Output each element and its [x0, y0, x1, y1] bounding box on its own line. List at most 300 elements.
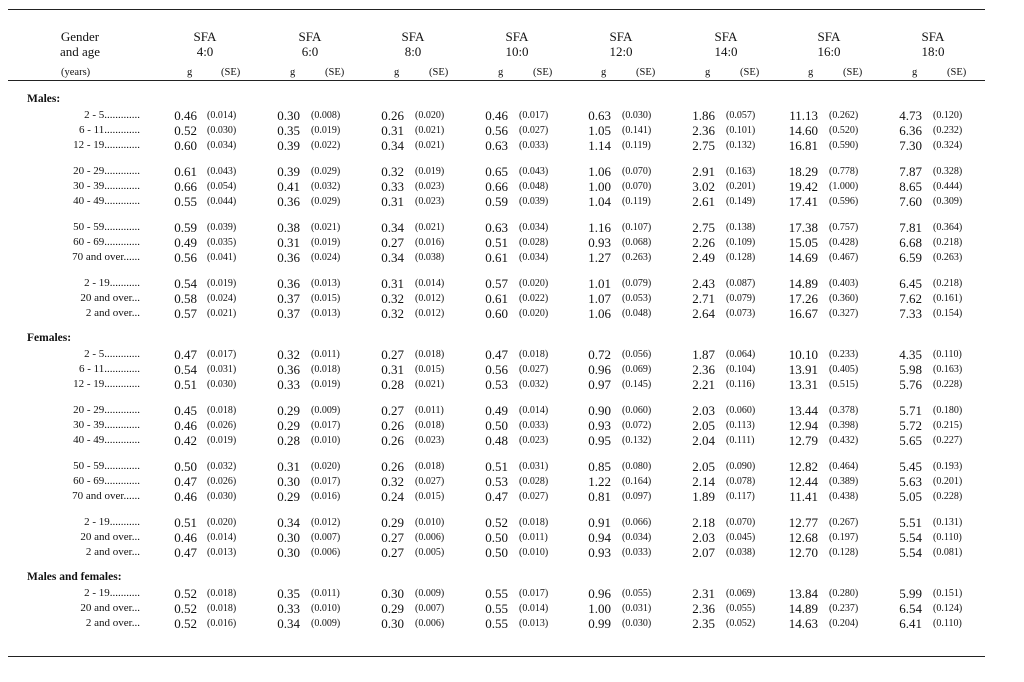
- se-value: (0.117): [726, 491, 755, 502]
- se-value: (0.012): [311, 517, 341, 528]
- se-value: (0.043): [519, 166, 549, 177]
- g-value: 0.29: [277, 403, 300, 418]
- g-value: 0.30: [277, 545, 300, 560]
- se-value: (0.016): [415, 237, 445, 248]
- g-value: 0.63: [588, 108, 611, 123]
- g-value: 1.07: [588, 291, 611, 306]
- g-value: 0.65: [485, 164, 508, 179]
- table-row: [0, 291, 1024, 306]
- g-value: 0.54: [174, 362, 197, 377]
- g-value: 0.46: [174, 108, 197, 123]
- se-value: (0.180): [933, 405, 963, 416]
- se-value: (0.009): [311, 618, 341, 629]
- g-value: 0.93: [588, 545, 611, 560]
- g-value: 2.75: [692, 138, 715, 153]
- g-value: 0.33: [277, 601, 300, 616]
- se-value: (0.131): [933, 517, 963, 528]
- g-unit-label: g: [394, 67, 400, 78]
- se-value: (0.032): [519, 379, 549, 390]
- se-value: (0.218): [933, 237, 963, 248]
- se-value: (0.193): [933, 461, 963, 472]
- row-label: 20 and over...: [80, 292, 140, 304]
- g-value: 5.51: [899, 515, 922, 530]
- se-value: (0.109): [726, 237, 756, 248]
- se-value: (0.011): [311, 588, 340, 599]
- g-value: 0.42: [174, 433, 197, 448]
- se-value: (0.030): [207, 125, 237, 136]
- g-value: 0.91: [588, 515, 611, 530]
- se-value: (0.113): [726, 420, 755, 431]
- g-unit-label: g: [498, 67, 504, 78]
- se-value: (0.010): [519, 547, 549, 558]
- se-value: (0.227): [933, 435, 963, 446]
- se-value: (0.006): [415, 532, 445, 543]
- se-value: (0.031): [519, 461, 549, 472]
- se-value: (0.263): [933, 252, 963, 263]
- g-value: 0.36: [277, 276, 300, 291]
- se-value: (0.467): [829, 252, 859, 263]
- column-header-5: SFA: [714, 29, 738, 44]
- g-value: 0.63: [485, 220, 508, 235]
- table-row: [0, 123, 1024, 138]
- se-value: (0.026): [207, 476, 237, 487]
- column-subheader-1: 6:0: [301, 44, 319, 59]
- g-value: 5.71: [899, 403, 922, 418]
- g-value: 0.55: [485, 586, 508, 601]
- g-value: 0.51: [174, 515, 197, 530]
- se-value: (0.053): [622, 293, 652, 304]
- se-value: (0.021): [207, 308, 237, 319]
- g-value: 0.66: [485, 179, 508, 194]
- se-value: (0.262): [829, 110, 859, 121]
- se-value: (0.033): [519, 420, 549, 431]
- g-value: 0.66: [174, 179, 197, 194]
- se-value: (0.033): [519, 140, 549, 151]
- se-unit-label: (SE): [221, 67, 241, 78]
- g-value: 0.37: [277, 291, 300, 306]
- se-value: (0.149): [726, 196, 756, 207]
- top-rule: [8, 9, 985, 10]
- g-value: 0.99: [588, 616, 611, 631]
- se-unit-label: (SE): [533, 67, 553, 78]
- g-value: 0.28: [381, 377, 404, 392]
- se-value: (0.023): [415, 196, 445, 207]
- g-value: 2.91: [692, 164, 715, 179]
- se-value: (0.010): [311, 603, 341, 614]
- column-subheader-7: 18:0: [921, 44, 945, 59]
- g-value: 2.35: [692, 616, 715, 631]
- se-value: (0.324): [933, 140, 963, 151]
- se-value: (0.154): [933, 308, 963, 319]
- se-value: (0.014): [207, 532, 237, 543]
- se-value: (0.018): [207, 588, 237, 599]
- se-value: (0.232): [933, 125, 963, 136]
- g-value: 0.34: [277, 515, 300, 530]
- g-value: 14.60: [788, 123, 818, 138]
- se-value: (0.145): [622, 379, 652, 390]
- g-value: 12.79: [788, 433, 818, 448]
- g-value: 5.76: [899, 377, 922, 392]
- g-value: 5.54: [899, 530, 922, 545]
- g-value: 0.59: [485, 194, 508, 209]
- se-value: (0.021): [415, 140, 445, 151]
- g-value: 2.36: [692, 123, 715, 138]
- g-value: 12.68: [788, 530, 818, 545]
- g-value: 0.95: [588, 433, 611, 448]
- se-value: (0.110): [933, 532, 962, 543]
- g-value: 0.41: [277, 179, 300, 194]
- g-value: 1.00: [588, 601, 611, 616]
- g-value: 2.71: [692, 291, 715, 306]
- se-value: (0.017): [311, 420, 341, 431]
- g-value: 1.00: [588, 179, 611, 194]
- se-value: (0.012): [415, 293, 445, 304]
- g-value: 0.50: [485, 545, 508, 560]
- se-value: (0.032): [207, 461, 237, 472]
- section-title: Males:: [27, 93, 61, 105]
- se-value: (0.044): [207, 196, 237, 207]
- g-unit-label: g: [187, 67, 193, 78]
- se-value: (0.218): [933, 278, 963, 289]
- se-value: (0.011): [311, 349, 340, 360]
- row-label: 2 - 5.............: [84, 109, 140, 121]
- se-value: (0.087): [726, 278, 756, 289]
- g-value: 0.36: [277, 194, 300, 209]
- se-value: (0.026): [207, 420, 237, 431]
- g-value: 13.91: [788, 362, 818, 377]
- g-value: 1.16: [588, 220, 611, 235]
- se-value: (0.015): [415, 491, 445, 502]
- g-value: 11.13: [789, 108, 818, 123]
- g-value: 14.89: [788, 276, 818, 291]
- g-value: 6.45: [899, 276, 922, 291]
- table-row: [0, 220, 1024, 235]
- g-value: 1.05: [588, 123, 611, 138]
- g-value: 10.10: [788, 347, 818, 362]
- se-value: (0.057): [726, 110, 756, 121]
- g-value: 0.47: [174, 474, 197, 489]
- g-value: 0.26: [381, 418, 404, 433]
- se-value: (0.034): [207, 140, 237, 151]
- se-value: (0.014): [415, 278, 445, 289]
- g-value: 0.93: [588, 418, 611, 433]
- g-value: 7.60: [899, 194, 922, 209]
- g-value: 0.32: [381, 164, 404, 179]
- g-value: 0.96: [588, 362, 611, 377]
- se-value: (0.018): [207, 405, 237, 416]
- column-header-7: SFA: [921, 29, 945, 44]
- g-value: 12.77: [788, 515, 818, 530]
- table-row: [0, 515, 1024, 530]
- se-value: (0.128): [726, 252, 756, 263]
- se-unit-label: (SE): [325, 67, 345, 78]
- se-value: (0.017): [519, 110, 549, 121]
- g-value: 14.63: [788, 616, 818, 631]
- se-value: (0.021): [415, 379, 445, 390]
- se-value: (0.019): [311, 237, 341, 248]
- g-value: 5.98: [899, 362, 922, 377]
- column-subheader-6: 16:0: [817, 44, 841, 59]
- column-subheader-5: 14:0: [714, 44, 738, 59]
- se-unit-label: (SE): [429, 67, 449, 78]
- table-row: [0, 403, 1024, 418]
- g-value: 0.47: [174, 545, 197, 560]
- row-label: 2 - 19...........: [84, 277, 140, 289]
- se-value: (0.029): [311, 196, 341, 207]
- se-value: (0.590): [829, 140, 859, 151]
- se-value: (0.006): [415, 618, 445, 629]
- g-value: 14.69: [788, 250, 818, 265]
- g-value: 0.29: [381, 601, 404, 616]
- g-unit-label: g: [912, 67, 918, 78]
- g-value: 4.35: [899, 347, 922, 362]
- se-value: (0.019): [311, 125, 341, 136]
- se-value: (0.055): [622, 588, 652, 599]
- g-value: 2.18: [692, 515, 715, 530]
- g-value: 2.26: [692, 235, 715, 250]
- g-value: 0.55: [485, 601, 508, 616]
- row-label: 2 - 5.............: [84, 348, 140, 360]
- g-value: 3.02: [692, 179, 715, 194]
- g-unit-label: g: [705, 67, 711, 78]
- se-value: (0.015): [415, 364, 445, 375]
- se-value: (0.163): [726, 166, 756, 177]
- se-value: (0.030): [622, 618, 652, 629]
- column-header-4: SFA: [609, 29, 633, 44]
- g-value: 0.96: [588, 586, 611, 601]
- se-value: (0.020): [311, 461, 341, 472]
- se-value: (0.020): [519, 308, 549, 319]
- g-value: 0.31: [381, 362, 404, 377]
- column-header-1: SFA: [298, 29, 322, 44]
- g-value: 0.81: [588, 489, 611, 504]
- se-unit-label: (SE): [947, 67, 967, 78]
- se-value: (0.011): [415, 405, 444, 416]
- se-value: (0.013): [311, 278, 341, 289]
- g-value: 0.55: [485, 616, 508, 631]
- g-value: 2.21: [692, 377, 715, 392]
- se-value: (0.389): [829, 476, 859, 487]
- se-value: (0.163): [933, 364, 963, 375]
- se-value: (0.009): [311, 405, 341, 416]
- se-value: (0.018): [311, 364, 341, 375]
- g-value: 0.35: [277, 123, 300, 138]
- table-row: [0, 616, 1024, 631]
- section-title: Males and females:: [27, 571, 122, 583]
- g-value: 0.30: [277, 474, 300, 489]
- g-value: 0.61: [485, 291, 508, 306]
- se-value: (0.043): [207, 166, 237, 177]
- se-value: (0.228): [933, 491, 963, 502]
- g-value: 2.36: [692, 362, 715, 377]
- se-value: (0.027): [415, 476, 445, 487]
- g-value: 1.01: [588, 276, 611, 291]
- g-value: 0.97: [588, 377, 611, 392]
- g-value: 7.87: [899, 164, 922, 179]
- g-value: 2.03: [692, 403, 715, 418]
- se-value: (0.078): [726, 476, 756, 487]
- g-value: 0.60: [485, 306, 508, 321]
- g-value: 6.59: [899, 250, 922, 265]
- se-value: (0.116): [726, 379, 755, 390]
- se-value: (0.017): [207, 349, 237, 360]
- se-value: (0.052): [726, 618, 756, 629]
- se-value: (0.438): [829, 491, 859, 502]
- g-value: 2.64: [692, 306, 715, 321]
- se-value: (0.020): [415, 110, 445, 121]
- se-value: (0.364): [933, 222, 963, 233]
- table-row: [0, 530, 1024, 545]
- se-value: (0.018): [519, 349, 549, 360]
- g-value: 0.56: [485, 362, 508, 377]
- g-value: 0.29: [277, 418, 300, 433]
- se-value: (0.066): [622, 517, 652, 528]
- g-value: 0.94: [588, 530, 611, 545]
- se-value: (0.039): [519, 196, 549, 207]
- g-value: 0.72: [588, 347, 611, 362]
- table-row: [0, 433, 1024, 448]
- g-value: 2.75: [692, 220, 715, 235]
- se-value: (0.008): [311, 110, 341, 121]
- se-value: (0.021): [415, 222, 445, 233]
- g-value: 4.73: [899, 108, 922, 123]
- se-value: (0.007): [311, 532, 341, 543]
- se-value: (0.596): [829, 196, 859, 207]
- g-value: 0.50: [485, 418, 508, 433]
- se-value: (0.020): [519, 278, 549, 289]
- row-label: 2 and over...: [85, 617, 140, 629]
- se-value: (0.028): [519, 237, 549, 248]
- g-value: 0.54: [174, 276, 197, 291]
- g-value: 12.44: [788, 474, 818, 489]
- g-value: 0.50: [485, 530, 508, 545]
- g-value: 0.52: [174, 601, 197, 616]
- g-value: 0.29: [381, 515, 404, 530]
- g-value: 1.27: [588, 250, 611, 265]
- se-value: (0.132): [726, 140, 756, 151]
- se-value: (0.138): [726, 222, 756, 233]
- se-value: (0.023): [519, 435, 549, 446]
- se-value: (0.014): [519, 405, 549, 416]
- g-value: 0.27: [381, 347, 404, 362]
- table-row: [0, 138, 1024, 153]
- g-value: 0.36: [277, 362, 300, 377]
- g-value: 0.30: [381, 616, 404, 631]
- g-value: 6.68: [899, 235, 922, 250]
- g-value: 6.36: [899, 123, 922, 138]
- se-value: (0.069): [622, 364, 652, 375]
- g-value: 1.86: [692, 108, 715, 123]
- se-value: (0.111): [726, 435, 755, 446]
- se-value: (0.034): [519, 222, 549, 233]
- se-value: (0.029): [311, 166, 341, 177]
- column-subheader-2: 8:0: [404, 44, 422, 59]
- se-value: (0.021): [311, 222, 341, 233]
- g-value: 0.85: [588, 459, 611, 474]
- se-value: (0.019): [311, 379, 341, 390]
- se-value: (0.034): [622, 532, 652, 543]
- g-value: 0.34: [381, 220, 404, 235]
- g-value: 13.44: [788, 403, 818, 418]
- g-value: 7.81: [899, 220, 922, 235]
- g-value: 0.51: [485, 459, 508, 474]
- g-value: 2.36: [692, 601, 715, 616]
- g-value: 0.59: [174, 220, 197, 235]
- g-value: 0.47: [174, 347, 197, 362]
- se-value: (0.023): [415, 435, 445, 446]
- se-value: (0.010): [415, 517, 445, 528]
- g-value: 2.49: [692, 250, 715, 265]
- se-value: (0.019): [207, 435, 237, 446]
- g-value: 1.04: [588, 194, 611, 209]
- table-row: [0, 306, 1024, 321]
- se-value: (0.080): [622, 461, 652, 472]
- g-value: 1.06: [588, 306, 611, 321]
- se-value: (0.070): [622, 181, 652, 192]
- g-value: 0.52: [485, 515, 508, 530]
- se-value: (0.309): [933, 196, 963, 207]
- g-unit-label: g: [601, 67, 607, 78]
- se-value: (0.011): [519, 532, 548, 543]
- g-value: 16.81: [788, 138, 818, 153]
- se-value: (0.020): [207, 517, 237, 528]
- g-value: 0.34: [381, 138, 404, 153]
- se-value: (0.328): [933, 166, 963, 177]
- table-row: [0, 601, 1024, 616]
- table-row: [0, 179, 1024, 194]
- g-value: 5.45: [899, 459, 922, 474]
- g-value: 0.26: [381, 108, 404, 123]
- se-value: (0.141): [622, 125, 652, 136]
- se-value: (0.204): [829, 618, 859, 629]
- g-value: 0.37: [277, 306, 300, 321]
- table-row: [0, 276, 1024, 291]
- column-header-3: SFA: [505, 29, 529, 44]
- g-value: 0.46: [174, 489, 197, 504]
- se-value: (0.038): [726, 547, 756, 558]
- se-value: (0.048): [622, 308, 652, 319]
- se-value: (0.028): [519, 476, 549, 487]
- g-value: 0.60: [174, 138, 197, 153]
- row-label: 6 - 11.............: [78, 363, 140, 375]
- g-value: 0.48: [485, 433, 508, 448]
- se-value: (0.237): [829, 603, 859, 614]
- g-value: 0.27: [381, 545, 404, 560]
- se-value: (0.056): [622, 349, 652, 360]
- row-label: 30 - 39.............: [73, 180, 140, 192]
- se-value: (0.161): [933, 293, 963, 304]
- se-value: (0.009): [415, 588, 445, 599]
- se-value: (0.045): [726, 532, 756, 543]
- g-value: 17.26: [788, 291, 818, 306]
- se-value: (0.104): [726, 364, 756, 375]
- se-value: (0.060): [726, 405, 756, 416]
- g-value: 5.72: [899, 418, 922, 433]
- se-unit-label: (SE): [636, 67, 656, 78]
- se-value: (0.263): [622, 252, 652, 263]
- se-value: (0.032): [311, 181, 341, 192]
- table-row: [0, 459, 1024, 474]
- se-value: (0.079): [726, 293, 756, 304]
- se-value: (0.327): [829, 308, 859, 319]
- se-value: (0.034): [519, 252, 549, 263]
- se-value: (0.027): [519, 125, 549, 136]
- g-value: 0.31: [381, 123, 404, 138]
- row-label: 2 - 19...........: [84, 587, 140, 599]
- g-value: 0.32: [381, 306, 404, 321]
- table-row: [0, 108, 1024, 123]
- se-value: (0.024): [311, 252, 341, 263]
